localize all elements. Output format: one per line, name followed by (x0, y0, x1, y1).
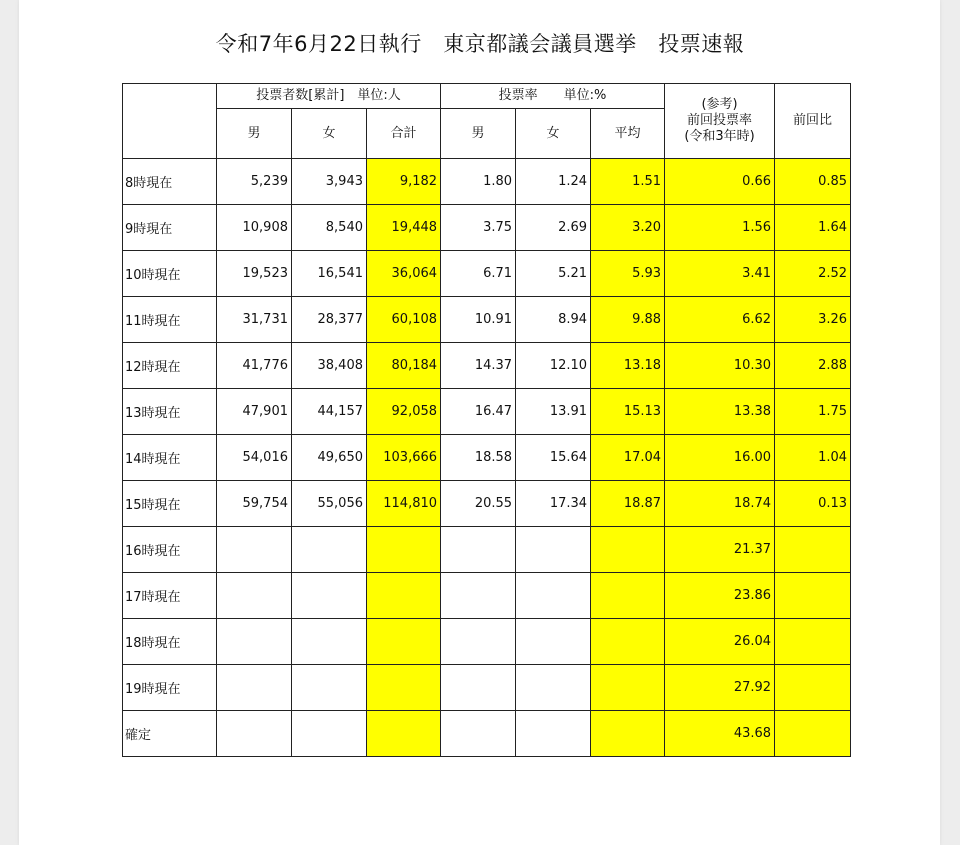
male-count-cell: 19,523 (217, 251, 292, 297)
average-rate-cell (591, 711, 665, 757)
previous-rate-cell: 23.86 (665, 573, 775, 619)
time-label-cell: 9時現在 (123, 205, 217, 251)
male-rate-cell (441, 665, 516, 711)
previous-rate-cell: 27.92 (665, 665, 775, 711)
total-count-cell: 92,058 (367, 389, 441, 435)
prev-ratio-cell: 2.52 (775, 251, 851, 297)
male-rate-cell: 18.58 (441, 435, 516, 481)
average-rate-header: 平均 (591, 109, 665, 159)
prev-ratio-cell: 2.88 (775, 343, 851, 389)
female-rate-cell (516, 619, 591, 665)
male-rate-cell: 10.91 (441, 297, 516, 343)
average-rate-cell: 9.88 (591, 297, 665, 343)
previous-rate-cell: 6.62 (665, 297, 775, 343)
reference-header-line3: (令和3年時) (684, 129, 755, 144)
male-rate-cell (441, 619, 516, 665)
previous-rate-cell: 26.04 (665, 619, 775, 665)
table-row (123, 205, 851, 251)
table-row (123, 343, 851, 389)
table-row (123, 251, 851, 297)
time-label-cell: 10時現在 (123, 251, 217, 297)
male-rate-cell: 16.47 (441, 389, 516, 435)
male-count-cell: 31,731 (217, 297, 292, 343)
time-label-cell: 8時現在 (123, 159, 217, 205)
female-rate-header: 女 (516, 109, 591, 159)
time-label-cell: 19時現在 (123, 665, 217, 711)
female-count-cell: 16,541 (292, 251, 367, 297)
time-label-cell: 14時現在 (123, 435, 217, 481)
total-count-cell (367, 711, 441, 757)
time-label-cell: 11時現在 (123, 297, 217, 343)
female-rate-cell: 17.34 (516, 481, 591, 527)
female-rate-cell (516, 665, 591, 711)
male-count-cell (217, 527, 292, 573)
average-rate-cell: 13.18 (591, 343, 665, 389)
average-rate-cell: 15.13 (591, 389, 665, 435)
prev-ratio-cell (775, 665, 851, 711)
female-count-cell (292, 665, 367, 711)
average-rate-cell: 1.51 (591, 159, 665, 205)
female-count-cell (292, 573, 367, 619)
female-rate-cell: 15.64 (516, 435, 591, 481)
corner-cell (123, 84, 217, 159)
average-rate-cell (591, 527, 665, 573)
time-label-cell: 13時現在 (123, 389, 217, 435)
reference-header-line1: (参考) (701, 97, 738, 112)
page-title: 令和7年6月22日執行 東京都議会議員選挙 投票速報 (215, 32, 745, 56)
female-count-cell: 8,540 (292, 205, 367, 251)
prev-ratio-cell: 1.75 (775, 389, 851, 435)
male-rate-cell: 6.71 (441, 251, 516, 297)
male-count-cell: 54,016 (217, 435, 292, 481)
male-count-cell (217, 573, 292, 619)
average-rate-cell (591, 573, 665, 619)
total-count-cell: 103,666 (367, 435, 441, 481)
prev-ratio-cell (775, 527, 851, 573)
time-label-cell: 15時現在 (123, 481, 217, 527)
female-count-cell: 44,157 (292, 389, 367, 435)
total-count-cell (367, 573, 441, 619)
average-rate-cell: 5.93 (591, 251, 665, 297)
table-row (123, 389, 851, 435)
female-rate-cell: 5.21 (516, 251, 591, 297)
table-row (123, 711, 851, 757)
time-label-cell: 確定 (123, 711, 217, 757)
prev-ratio-cell (775, 573, 851, 619)
table-row (123, 665, 851, 711)
average-rate-cell (591, 619, 665, 665)
turnout-table (122, 83, 851, 757)
prev-ratio-cell: 0.13 (775, 481, 851, 527)
previous-rate-cell: 3.41 (665, 251, 775, 297)
female-rate-cell: 12.10 (516, 343, 591, 389)
female-rate-cell: 1.24 (516, 159, 591, 205)
prev-ratio-cell: 3.26 (775, 297, 851, 343)
total-count-cell (367, 665, 441, 711)
total-count-cell (367, 527, 441, 573)
table-row (123, 435, 851, 481)
rate-group-header: 投票率 単位:% (441, 84, 665, 109)
male-rate-cell: 1.80 (441, 159, 516, 205)
male-count-cell (217, 711, 292, 757)
male-count-cell: 47,901 (217, 389, 292, 435)
voters-group-header: 投票者数[累計] 単位:人 (217, 84, 441, 109)
table-row (123, 297, 851, 343)
male-count-cell: 10,908 (217, 205, 292, 251)
prev-ratio-cell: 1.64 (775, 205, 851, 251)
male-rate-header: 男 (441, 109, 516, 159)
prev-ratio-cell: 0.85 (775, 159, 851, 205)
female-rate-cell: 13.91 (516, 389, 591, 435)
female-rate-cell (516, 711, 591, 757)
time-label-cell: 17時現在 (123, 573, 217, 619)
prev-ratio-header: 前回比 (775, 84, 851, 159)
male-rate-cell (441, 527, 516, 573)
total-count-cell (367, 619, 441, 665)
average-rate-cell: 18.87 (591, 481, 665, 527)
previous-rate-cell: 16.00 (665, 435, 775, 481)
previous-rate-cell: 0.66 (665, 159, 775, 205)
female-count-cell: 28,377 (292, 297, 367, 343)
total-count-cell: 114,810 (367, 481, 441, 527)
average-rate-cell (591, 665, 665, 711)
male-rate-cell: 14.37 (441, 343, 516, 389)
previous-rate-cell: 21.37 (665, 527, 775, 573)
previous-rate-cell: 13.38 (665, 389, 775, 435)
previous-rate-cell: 1.56 (665, 205, 775, 251)
time-label-cell: 12時現在 (123, 343, 217, 389)
previous-rate-cell: 18.74 (665, 481, 775, 527)
total-count-cell: 60,108 (367, 297, 441, 343)
table-row (123, 481, 851, 527)
female-rate-cell (516, 527, 591, 573)
average-rate-cell: 3.20 (591, 205, 665, 251)
previous-rate-cell: 43.68 (665, 711, 775, 757)
female-count-cell: 55,056 (292, 481, 367, 527)
prev-ratio-cell (775, 619, 851, 665)
male-count-cell (217, 619, 292, 665)
table-row (123, 527, 851, 573)
time-label-cell: 18時現在 (123, 619, 217, 665)
reference-header (665, 84, 775, 159)
female-count-cell: 38,408 (292, 343, 367, 389)
female-count-cell (292, 619, 367, 665)
male-count-header: 男 (217, 109, 292, 159)
table-row (123, 619, 851, 665)
male-rate-cell (441, 573, 516, 619)
total-count-cell: 19,448 (367, 205, 441, 251)
female-rate-cell: 2.69 (516, 205, 591, 251)
female-count-header: 女 (292, 109, 367, 159)
total-count-cell: 9,182 (367, 159, 441, 205)
time-label-cell: 16時現在 (123, 527, 217, 573)
total-count-header: 合計 (367, 109, 441, 159)
male-count-cell: 41,776 (217, 343, 292, 389)
female-rate-cell (516, 573, 591, 619)
female-count-cell: 49,650 (292, 435, 367, 481)
male-count-cell (217, 665, 292, 711)
previous-rate-cell: 10.30 (665, 343, 775, 389)
female-rate-cell: 8.94 (516, 297, 591, 343)
table-row (123, 573, 851, 619)
male-count-cell: 5,239 (217, 159, 292, 205)
prev-ratio-cell: 1.04 (775, 435, 851, 481)
prev-ratio-cell (775, 711, 851, 757)
female-count-cell: 3,943 (292, 159, 367, 205)
female-count-cell (292, 527, 367, 573)
male-rate-cell (441, 711, 516, 757)
male-rate-cell: 3.75 (441, 205, 516, 251)
reference-header-line2: 前回投票率 (687, 113, 753, 128)
male-count-cell: 59,754 (217, 481, 292, 527)
male-rate-cell: 20.55 (441, 481, 516, 527)
average-rate-cell: 17.04 (591, 435, 665, 481)
total-count-cell: 36,064 (367, 251, 441, 297)
female-count-cell (292, 711, 367, 757)
table-row (123, 159, 851, 205)
total-count-cell: 80,184 (367, 343, 441, 389)
